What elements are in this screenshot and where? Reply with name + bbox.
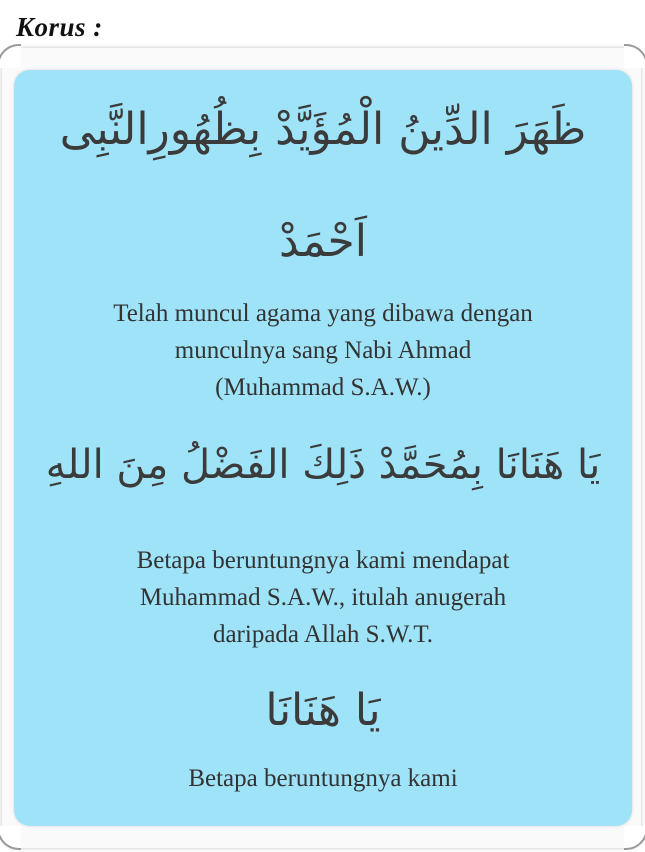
page-curl-corner bbox=[624, 44, 645, 68]
translation-line: daripada Allah S.W.T. bbox=[212, 621, 434, 648]
lyrics-panel bbox=[14, 70, 632, 826]
translation-line: Betapa beruntungnya kami bbox=[188, 765, 458, 792]
translation-line: munculnya sang Nabi Ahmad bbox=[174, 337, 472, 364]
translation-line: Betapa beruntungnya kami mendapat bbox=[136, 547, 510, 574]
arabic-verse-line: يَا هَنَانَا بِمُحَمَّدْ ذَلِكَ الفَضْلُ مِنَ اللهِ bbox=[45, 442, 601, 488]
arabic-verse-line: ظَهَرَ الدِّينُ الْمُؤَيَّدْ بِظُهُورِالنَّبِى bbox=[59, 104, 587, 155]
translation-line: (Muhammad S.A.W.) bbox=[215, 374, 431, 401]
arabic-verse-line: يَا هَنَانَا bbox=[265, 685, 381, 736]
verse-translation bbox=[14, 760, 632, 797]
chorus-heading: Korus : bbox=[16, 12, 103, 42]
verse-translation bbox=[14, 295, 632, 406]
translation-line: Telah muncul agama yang dibawa dengan bbox=[113, 300, 533, 327]
page-curl-corner bbox=[0, 44, 21, 68]
translation-line: Muhammad S.A.W., itulah anugerah bbox=[139, 584, 507, 611]
arabic-verse-line: اَحْمَدْ bbox=[279, 216, 367, 267]
verse-translation bbox=[14, 542, 632, 653]
page-curl-corner bbox=[0, 826, 21, 850]
page-curl-corner bbox=[624, 826, 645, 850]
